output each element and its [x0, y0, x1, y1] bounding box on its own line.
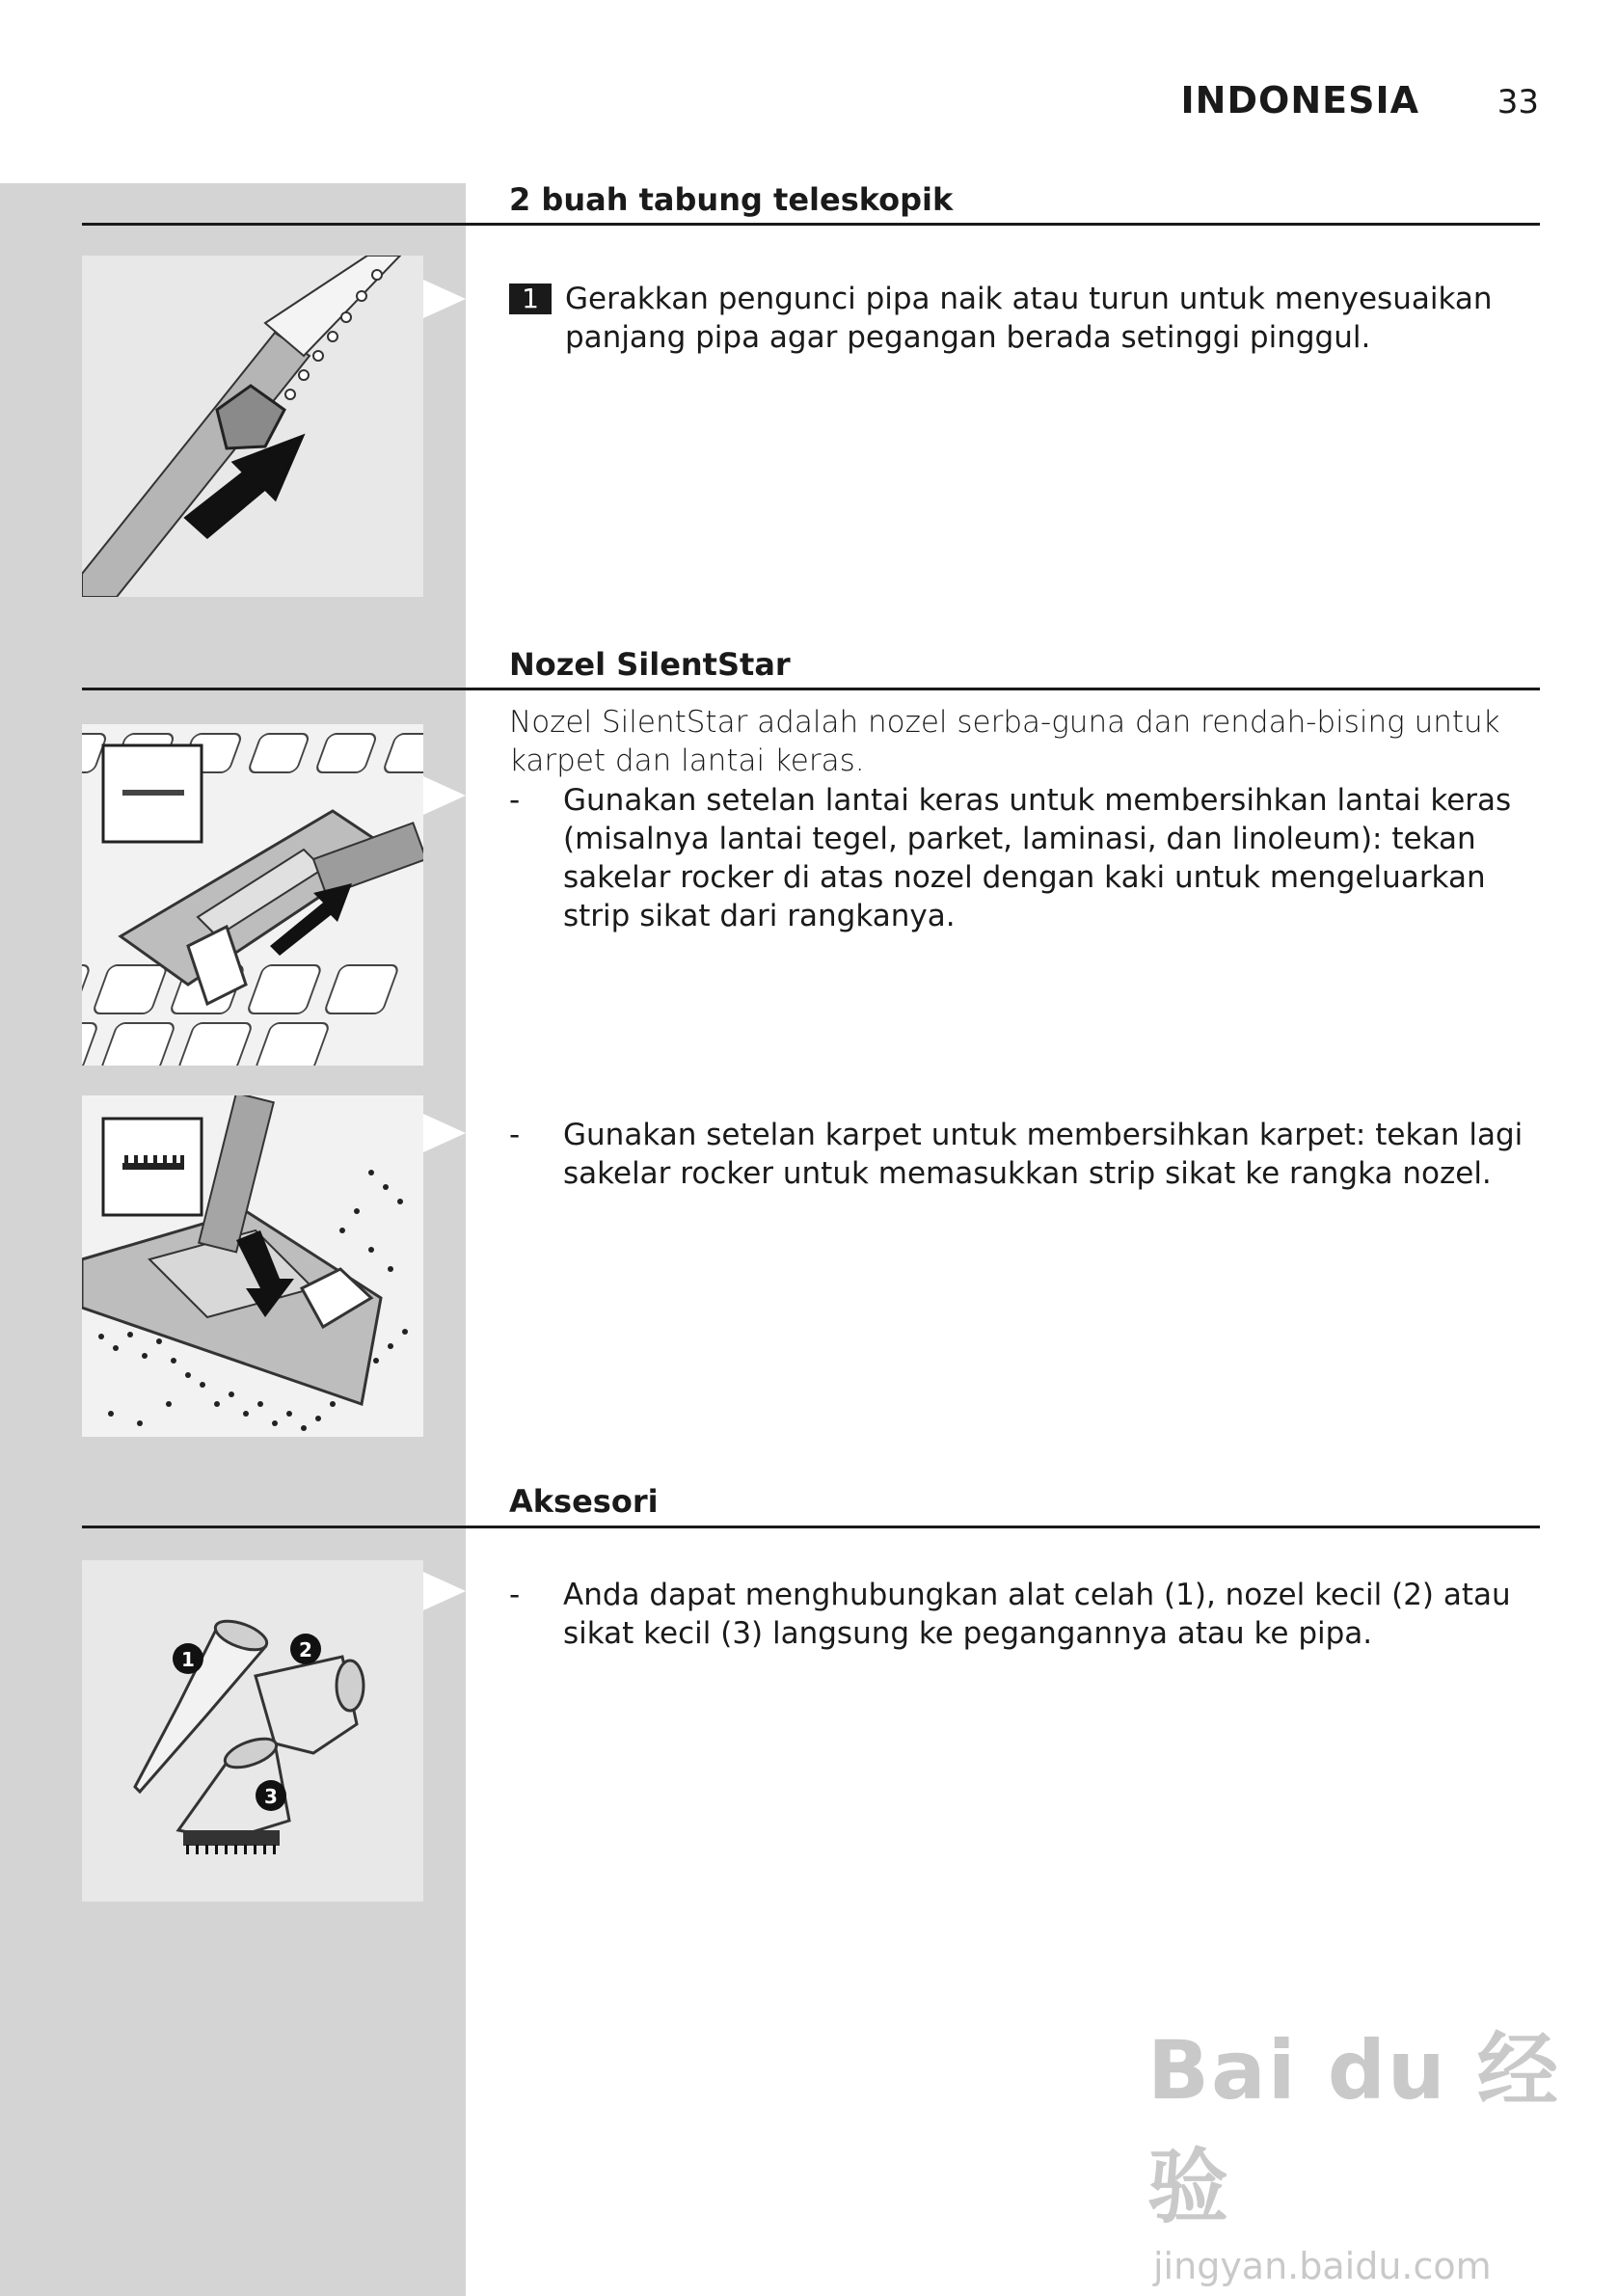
illustration-pointer: [423, 280, 466, 318]
watermark-sub: jingyan.baidu.com: [1153, 2245, 1492, 2287]
illustration-hard-floor-setting: [82, 724, 423, 1066]
bullet-dash: -: [509, 1578, 521, 1612]
section-title-accessories: Aksesori: [509, 1483, 659, 1520]
illustration-pointer: [423, 1114, 466, 1152]
bullet-dash: -: [509, 1118, 521, 1152]
step-number-badge: 1: [509, 284, 552, 314]
illustration-pointer: [423, 776, 466, 815]
bullet-accessories: [509, 1576, 1541, 1653]
section-rule: [82, 223, 1540, 226]
bullet-text: Gunakan setelan lantai keras untuk membersihkan lantai keras (misalnya lantai tegel, parket, laminasi, dan linoleum): tekan sakelar rocker di atas nozel dengan kaki untuk mengeluarkan strip sikat dari rangkanya.: [563, 783, 1512, 933]
accessory-label-1: 1: [181, 1648, 195, 1671]
step-1: [509, 280, 1541, 357]
section-title-silentstar-nozzle: Nozel SilentStar: [509, 646, 791, 683]
nozzle-intro-text: Nozel SilentStar adalah nozel serba-guna dan rendah-bising untuk karpet dan lantai keras.: [509, 705, 1500, 778]
bullet-text: Gunakan setelan karpet untuk membersihkan karpet: tekan lagi sakelar rocker untuk memasukkan strip sikat ke rangka nozel.: [563, 1118, 1524, 1191]
accessory-label-3: 3: [264, 1785, 278, 1808]
watermark-main: Bai du 经验: [1147, 2023, 1560, 2234]
bullet-dash: -: [509, 783, 521, 818]
illustration-telescopic-tube: [82, 256, 423, 597]
illustration-pointer: [423, 1572, 466, 1610]
illustration-carpet-setting: [82, 1095, 423, 1437]
accessory-label-2: 2: [299, 1638, 312, 1661]
page-number: 33: [1497, 83, 1539, 122]
header-language: INDONESIA: [1180, 79, 1419, 122]
tube-image: [82, 256, 400, 597]
bullet-hard-floor: [509, 781, 1541, 935]
hard-floor-image: [82, 734, 423, 1066]
bullet-text: Anda dapat menghubungkan alat celah (1), nozel kecil (2) atau sikat kecil (3) langsung ke pegangannya atau ke pipa.: [563, 1578, 1511, 1651]
baidu-watermark: [1147, 2006, 1618, 2287]
section-rule: [82, 1526, 1540, 1528]
bullet-carpet: [509, 1116, 1541, 1193]
carpet-image: [82, 1095, 408, 1431]
section-title-telescopic-tube: 2 buah tabung teleskopik: [509, 181, 954, 218]
section-rule: [82, 688, 1540, 690]
illustration-accessories: [82, 1560, 423, 1902]
accessories-image: [135, 1615, 364, 1854]
step-text: Gerakkan pengunci pipa naik atau turun untuk menyesuaikan panjang pipa agar pegangan berada setinggi pinggul.: [565, 282, 1493, 355]
